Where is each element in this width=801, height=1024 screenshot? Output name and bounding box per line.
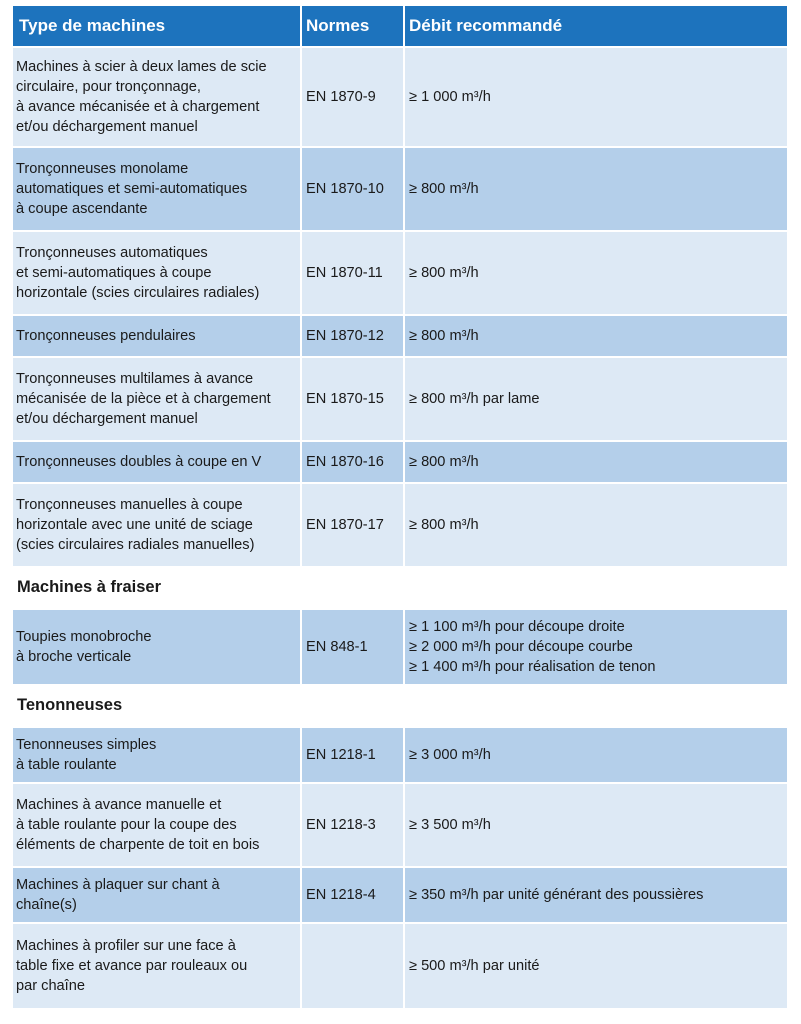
cell-debit: ≥ 800 m³/h — [405, 440, 787, 482]
section-title-fraiser: Machines à fraiser — [13, 566, 787, 608]
table-row — [13, 922, 787, 1008]
cell-type: Tronçonneuses pendulaires — [13, 314, 302, 356]
cell-debit: ≥ 1 000 m³/h — [405, 46, 787, 146]
header-normes: Normes — [302, 6, 405, 46]
section-row — [13, 566, 787, 608]
cell-norme: EN 1218-1 — [302, 726, 405, 782]
cell-type: Tronçonneuses doubles à coupe en V — [13, 440, 302, 482]
cell-type: Toupies monobroche à broche verticale — [13, 608, 302, 684]
table-header-row — [13, 6, 787, 46]
cell-debit: ≥ 500 m³/h par unité — [405, 922, 787, 1008]
table-row — [13, 314, 787, 356]
cell-debit: ≥ 800 m³/h — [405, 146, 787, 230]
cell-debit: ≥ 350 m³/h par unité générant des poussières — [405, 866, 787, 922]
header-type: Type de machines — [13, 6, 302, 46]
cell-type: Machines à avance manuelle et à table roulante pour la coupe des éléments de charpente de toit en bois — [13, 782, 302, 866]
cell-norme: EN 1218-4 — [302, 866, 405, 922]
cell-norme: EN 848-1 — [302, 608, 405, 684]
table-row — [13, 482, 787, 566]
cell-debit: ≥ 800 m³/h — [405, 314, 787, 356]
table-row — [13, 782, 787, 866]
section-row — [13, 684, 787, 726]
table-row — [13, 608, 787, 684]
cell-debit: ≥ 3 500 m³/h — [405, 782, 787, 866]
cell-norme: EN 1870-15 — [302, 356, 405, 440]
cell-type: Machines à scier à deux lames de scie circulaire, pour tronçonnage, à avance mécanisée et à chargement et/ou déchargement manuel — [13, 46, 302, 146]
cell-norme — [302, 922, 405, 1008]
section-title-tenonneuses: Tenonneuses — [13, 684, 787, 726]
cell-type: Tronçonneuses manuelles à coupe horizontale avec une unité de sciage (scies circulaires radiales manuelles) — [13, 482, 302, 566]
cell-norme: EN 1218-3 — [302, 782, 405, 866]
cell-norme: EN 1870-9 — [302, 46, 405, 146]
cell-type: Tronçonneuses automatiques et semi-automatiques à coupe horizontale (scies circulaires radiales) — [13, 230, 302, 314]
cell-type: Machines à profiler sur une face à table fixe et avance par rouleaux ou par chaîne — [13, 922, 302, 1008]
table-row — [13, 866, 787, 922]
cell-norme: EN 1870-12 — [302, 314, 405, 356]
table-row — [13, 146, 787, 230]
cell-type: Tenonneuses simples à table roulante — [13, 726, 302, 782]
cell-debit: ≥ 800 m³/h — [405, 482, 787, 566]
machines-table — [13, 6, 787, 1008]
table-row — [13, 440, 787, 482]
cell-debit: ≥ 800 m³/h — [405, 230, 787, 314]
cell-norme: EN 1870-17 — [302, 482, 405, 566]
header-debit: Débit recommandé — [405, 6, 787, 46]
cell-norme: EN 1870-16 — [302, 440, 405, 482]
cell-type: Machines à plaquer sur chant à chaîne(s) — [13, 866, 302, 922]
table-row — [13, 230, 787, 314]
cell-debit: ≥ 3 000 m³/h — [405, 726, 787, 782]
table-row — [13, 46, 787, 146]
table-row — [13, 726, 787, 782]
cell-type: Tronçonneuses monolame automatiques et semi-automatiques à coupe ascendante — [13, 146, 302, 230]
cell-norme: EN 1870-11 — [302, 230, 405, 314]
cell-debit: ≥ 800 m³/h par lame — [405, 356, 787, 440]
table-row — [13, 356, 787, 440]
cell-debit: ≥ 1 100 m³/h pour découpe droite ≥ 2 000 m³/h pour découpe courbe ≥ 1 400 m³/h pour réalisation de tenon — [405, 608, 787, 684]
cell-norme: EN 1870-10 — [302, 146, 405, 230]
cell-type: Tronçonneuses multilames à avance mécanisée de la pièce et à chargement et/ou déchargement manuel — [13, 356, 302, 440]
